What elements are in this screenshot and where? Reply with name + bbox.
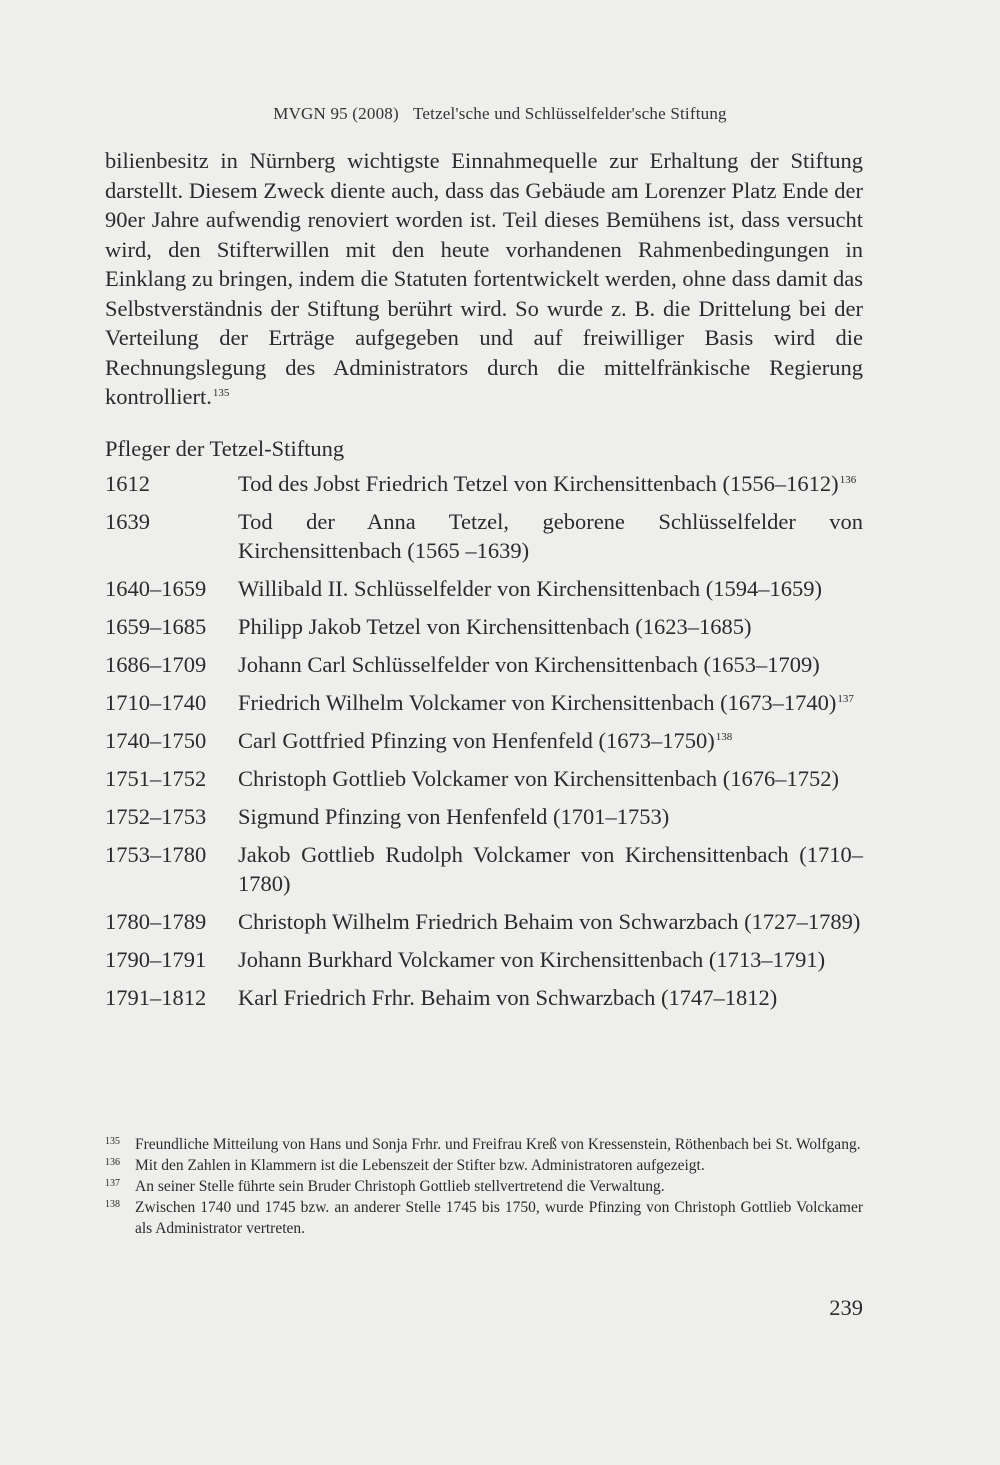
row-name bbox=[238, 688, 863, 717]
footnote-text: Zwischen 1740 und 1745 bzw. an anderer Stelle 1745 bis 1750, wurde Pfinzing von Christoph Gottlieb Volckamer als Administrator vertreten. bbox=[135, 1199, 863, 1237]
journal-reference: MVGN 95 (2008) bbox=[273, 104, 399, 123]
footnote bbox=[105, 1155, 863, 1176]
row-years: 1790–1791 bbox=[105, 947, 207, 972]
row-name bbox=[238, 983, 863, 1012]
footnotes bbox=[105, 1134, 863, 1239]
footnote-text: Freundliche Mitteilung von Hans und Sonja Frhr. und Freifrau Kreß von Kressenstein, Röthenbach bei St. Wolfgang. bbox=[135, 1136, 861, 1153]
row-name-text: Sigmund Pfinzing von Henfenfeld (1701–1753) bbox=[238, 804, 670, 829]
row-name bbox=[238, 945, 863, 974]
paragraph-text bbox=[105, 146, 863, 412]
row-years: 1791–1812 bbox=[105, 985, 207, 1010]
list-heading: Pfleger der Tetzel-Stiftung bbox=[105, 436, 345, 461]
footnote-ref: 137 bbox=[837, 693, 854, 705]
row-name bbox=[238, 612, 863, 641]
row-name-text: Friedrich Wilhelm Volckamer von Kirchensittenbach (1673–1740) bbox=[238, 690, 837, 715]
row-name bbox=[238, 726, 863, 755]
footnote-text: Mit den Zahlen in Klammern ist die Lebenszeit der Stifter bzw. Administratoren aufgezeigt. bbox=[135, 1157, 705, 1174]
row-name-text: Carl Gottfried Pfinzing von Henfenfeld (1673–1750) bbox=[238, 728, 715, 753]
row-name bbox=[238, 469, 863, 498]
pfleger-list bbox=[105, 469, 863, 1021]
footnote-ref: 135 bbox=[212, 387, 230, 399]
list-row bbox=[105, 840, 863, 898]
row-name-text: Tod des Jobst Friedrich Tetzel von Kirchensittenbach (1556–1612) bbox=[238, 471, 839, 496]
footnote-number: 135 bbox=[105, 1136, 120, 1147]
running-head bbox=[0, 104, 1000, 124]
row-name bbox=[238, 907, 863, 936]
row-years: 1640–1659 bbox=[105, 576, 207, 601]
row-years: 1751–1752 bbox=[105, 766, 207, 791]
list-row bbox=[105, 507, 863, 565]
list-row bbox=[105, 574, 863, 603]
footnote-number: 138 bbox=[105, 1199, 120, 1210]
page-number: 239 bbox=[829, 1295, 863, 1320]
row-years: 1753–1780 bbox=[105, 842, 207, 867]
list-row bbox=[105, 650, 863, 679]
list-row bbox=[105, 802, 863, 831]
footnote bbox=[105, 1134, 863, 1155]
list-row bbox=[105, 726, 863, 755]
row-years: 1686–1709 bbox=[105, 652, 207, 677]
row-years: 1659–1685 bbox=[105, 614, 207, 639]
row-name-text: Willibald II. Schlüsselfelder von Kirchensittenbach (1594–1659) bbox=[238, 576, 822, 601]
row-years: 1639 bbox=[105, 509, 150, 534]
row-name-text: Johann Burkhard Volckamer von Kirchensittenbach (1713–1791) bbox=[238, 947, 826, 972]
row-years: 1780–1789 bbox=[105, 909, 207, 934]
list-row bbox=[105, 983, 863, 1012]
row-name bbox=[238, 764, 863, 793]
paragraph-body: bilienbesitz in Nürnberg wichtigste Einnahmequelle zur Erhaltung der Stiftung darstellt. Diesem Zweck diente auch, dass das Gebäude am Lorenzer Platz Ende der 90er Jahre aufwendig renoviert worden ist. Teil dieses Bemühens ist, dass versucht wird, den Stifterwillen mit den heute vorhandenen Rahmenbedingungen in Einklang zu bringen, indem die Statuten fortentwickelt werden, ohne dass damit das Selbstverständnis der Stiftung berührt wird. So wurde z. B. die Drittelung bei der Verteilung der Erträge aufgegeben und auf freiwilliger Basis wird die Rechnungslegung des Administrators durch die mittelfränkische Regierung kontrolliert. bbox=[105, 148, 863, 409]
list-row bbox=[105, 764, 863, 793]
running-title: Tetzel'sche und Schlüsselfelder'sche Stiftung bbox=[413, 104, 727, 123]
row-name bbox=[238, 840, 863, 898]
list-row bbox=[105, 612, 863, 641]
row-years: 1612 bbox=[105, 471, 150, 496]
row-name-text: Johann Carl Schlüsselfelder von Kirchensittenbach (1653–1709) bbox=[238, 652, 820, 677]
row-name-text: Christoph Gottlieb Volckamer von Kirchensittenbach (1676–1752) bbox=[238, 766, 839, 791]
row-years: 1710–1740 bbox=[105, 690, 207, 715]
list-row bbox=[105, 688, 863, 717]
footnote-text: An seiner Stelle führte sein Bruder Christoph Gottlieb stellvertretend die Verwaltung. bbox=[135, 1178, 665, 1195]
row-name bbox=[238, 802, 863, 831]
row-name-text: Philipp Jakob Tetzel von Kirchensittenbach (1623–1685) bbox=[238, 614, 752, 639]
row-name-text: Christoph Wilhelm Friedrich Behaim von Schwarzbach (1727–1789) bbox=[238, 909, 861, 934]
row-name-text: Jakob Gottlieb Rudolph Volckamer von Kirchensittenbach (1710–1780) bbox=[238, 842, 863, 896]
footnote bbox=[105, 1176, 863, 1197]
row-years: 1740–1750 bbox=[105, 728, 207, 753]
row-name-text: Karl Friedrich Frhr. Behaim von Schwarzbach (1747–1812) bbox=[238, 985, 778, 1010]
footnote-number: 136 bbox=[105, 1157, 120, 1168]
row-name bbox=[238, 507, 863, 565]
list-row bbox=[105, 469, 863, 498]
list-row bbox=[105, 907, 863, 936]
footnote bbox=[105, 1197, 863, 1239]
row-years: 1752–1753 bbox=[105, 804, 207, 829]
row-name-text: Tod der Anna Tetzel, geborene Schlüsselfelder von Kirchensittenbach (1565 –1639) bbox=[238, 509, 863, 563]
row-name bbox=[238, 574, 863, 603]
footnote-ref: 136 bbox=[839, 474, 857, 486]
body-paragraph bbox=[105, 146, 863, 412]
footnote-number: 137 bbox=[105, 1178, 120, 1189]
footnote-ref: 138 bbox=[715, 731, 733, 743]
row-name bbox=[238, 650, 863, 679]
list-row bbox=[105, 945, 863, 974]
